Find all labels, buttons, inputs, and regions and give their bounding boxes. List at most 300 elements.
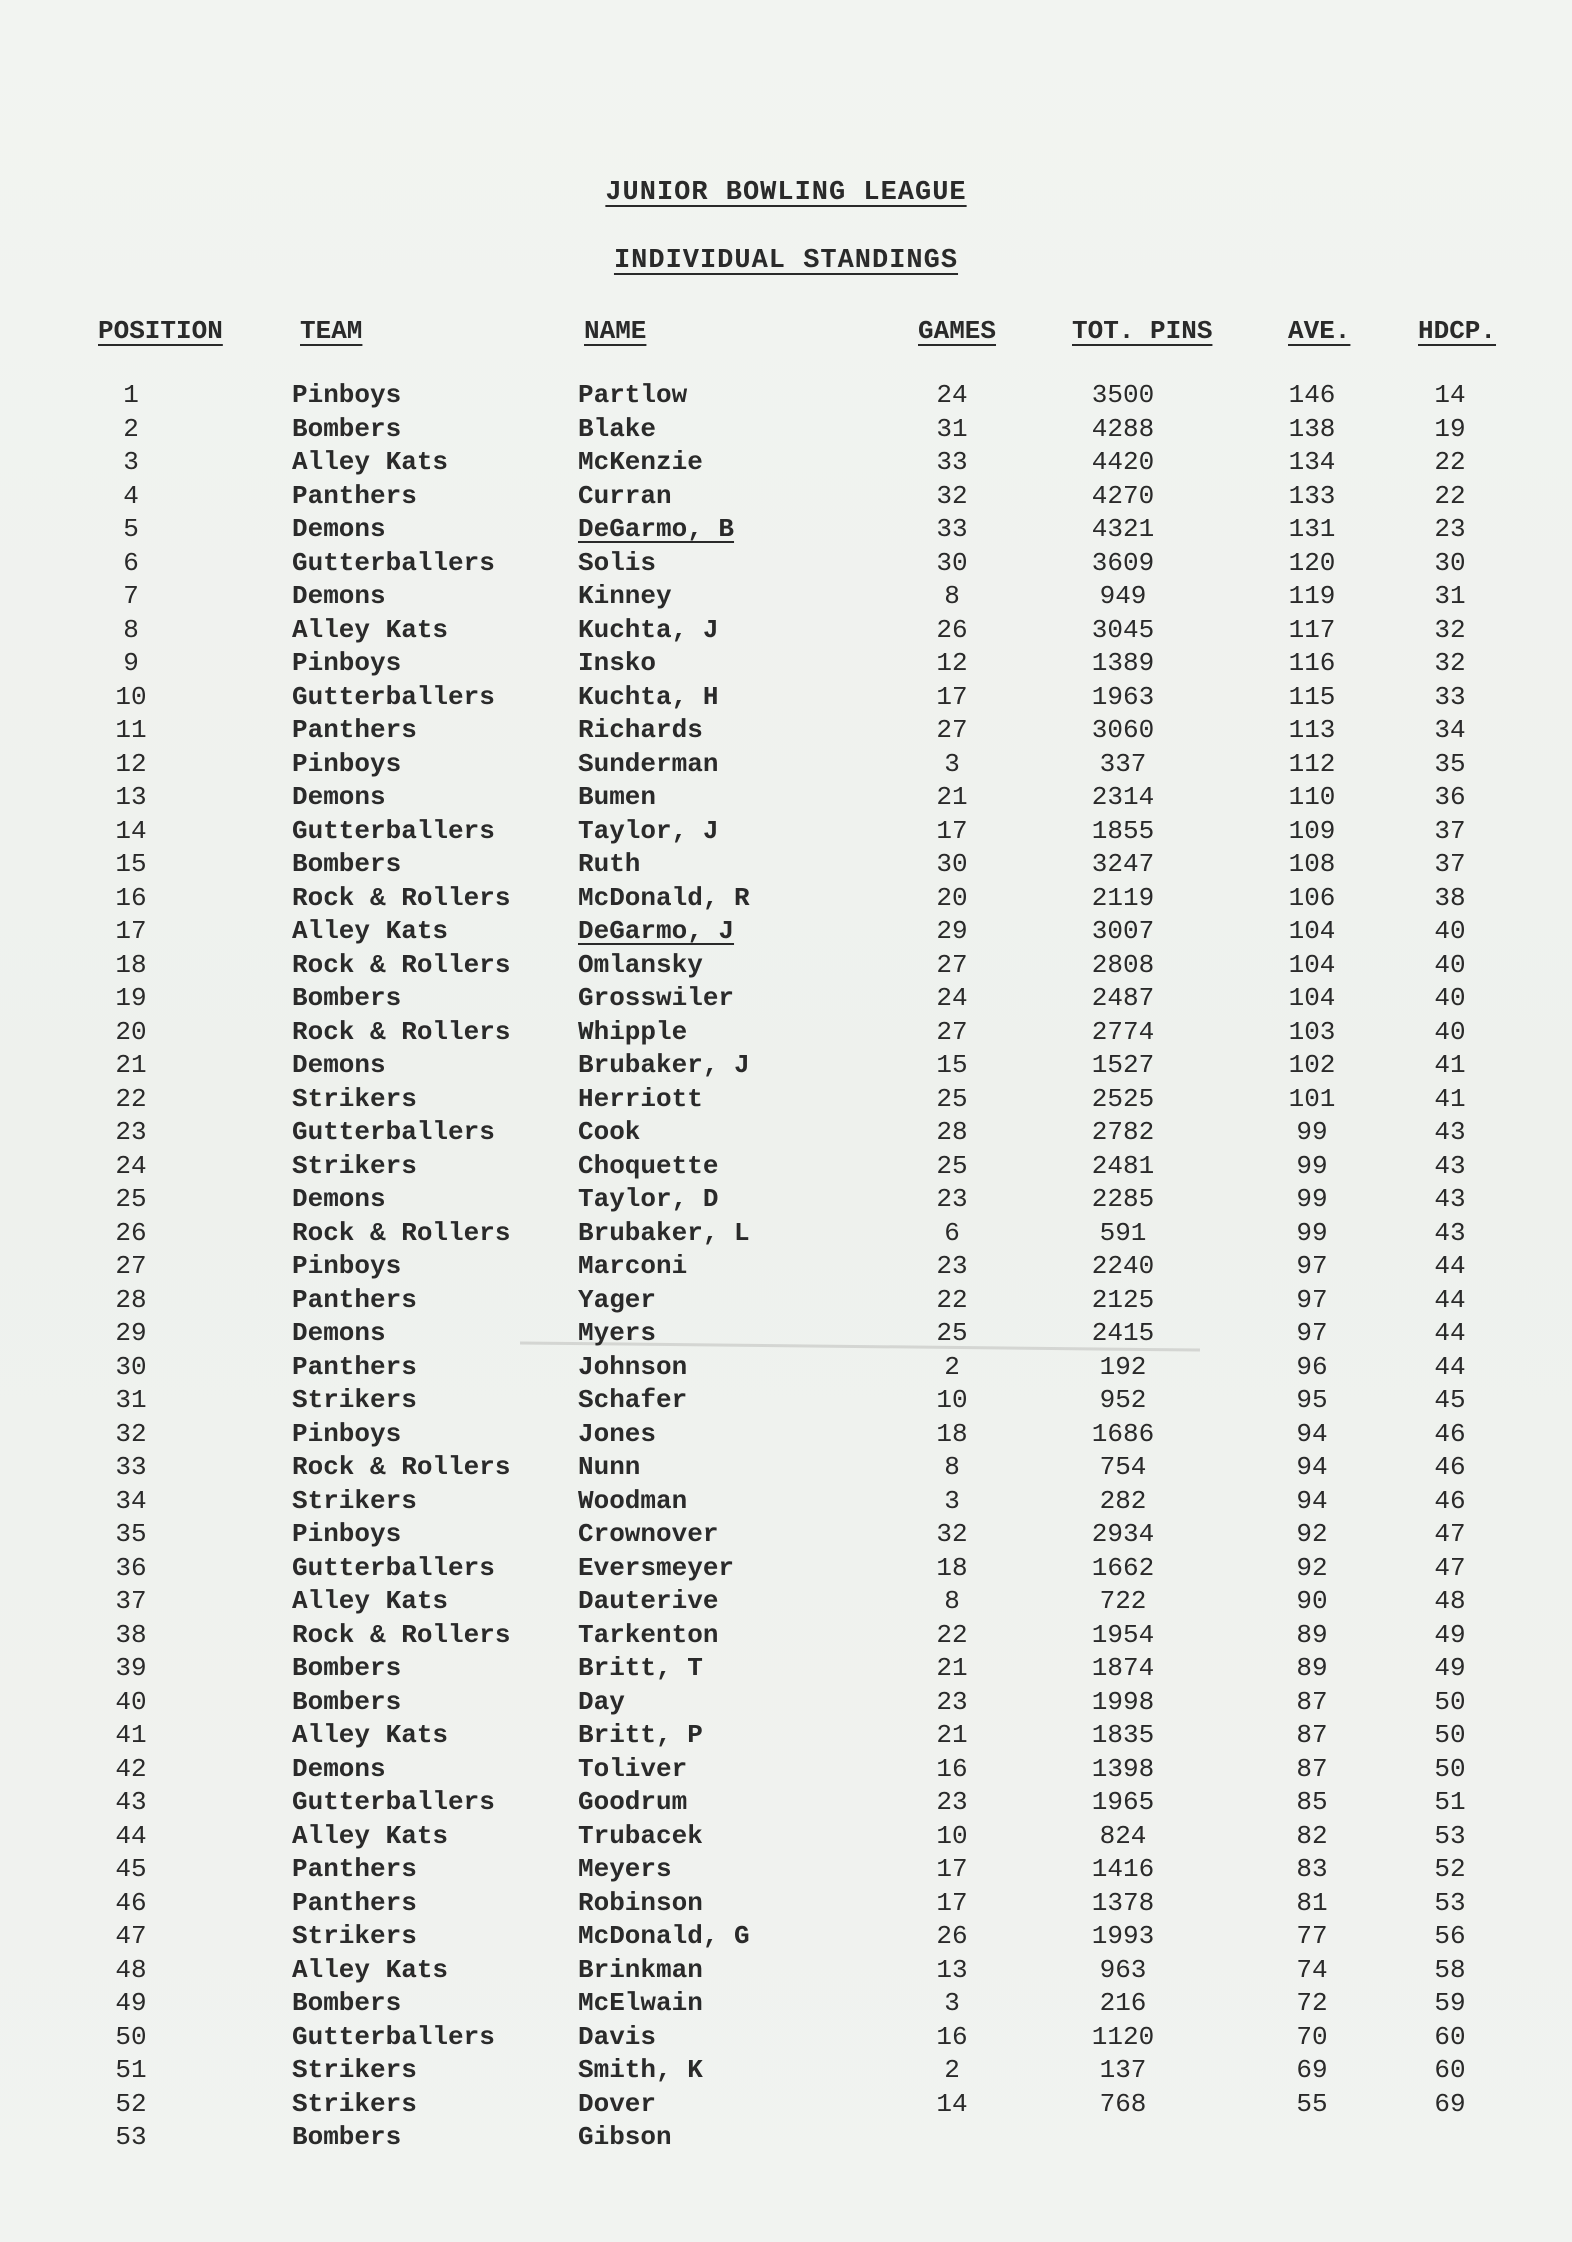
table-row	[0, 1419, 1572, 1453]
position-cell: 52	[115, 2088, 147, 2119]
team-cell: Rock & Rollers	[292, 1217, 511, 1248]
total-pins-cell: 2285	[1091, 1184, 1155, 1214]
games-cell: 12	[936, 648, 968, 678]
games-cell: 6	[944, 1217, 960, 1248]
games-cell: 23	[936, 1787, 968, 1817]
team-cell: Gutterballers	[292, 1117, 495, 1147]
team-cell: Rock & Rollers	[292, 882, 511, 913]
games-cell: 17	[936, 1887, 968, 1918]
position-cell: 50	[115, 2021, 147, 2052]
name-cell: Trubacek	[578, 1820, 703, 1851]
position-cell: 23	[115, 1117, 147, 1147]
handicap-cell: 44	[1434, 1351, 1466, 1382]
table-row	[0, 883, 1572, 917]
position-cell: 13	[115, 782, 147, 812]
games-cell: 26	[936, 614, 968, 645]
average-cell: 90	[1296, 1586, 1328, 1616]
total-pins-cell: 1527	[1091, 1050, 1155, 1080]
name-cell: Kuchta, J	[578, 614, 719, 645]
team-cell: Demons	[292, 1753, 386, 1784]
name-cell: McKenzie	[578, 447, 703, 477]
name-cell: Myers	[578, 1318, 657, 1348]
total-pins-cell: 722	[1099, 1586, 1147, 1616]
table-row	[0, 1184, 1572, 1218]
table-row	[0, 2122, 1572, 2156]
name-cell: Whipple	[578, 1016, 688, 1047]
average-cell: 104	[1288, 983, 1336, 1013]
header-position: POSITION	[98, 316, 223, 346]
games-cell: 22	[936, 1619, 968, 1650]
position-cell: 1	[123, 380, 139, 410]
position-cell: 27	[115, 1251, 147, 1281]
name-cell: Jones	[578, 1418, 657, 1449]
position-cell: 39	[115, 1653, 147, 1683]
team-cell: Gutterballers	[292, 1787, 495, 1817]
handicap-cell: 32	[1434, 614, 1466, 645]
name-cell: Goodrum	[578, 1787, 688, 1817]
handicap-cell: 46	[1434, 1485, 1466, 1516]
games-cell: 16	[936, 1753, 968, 1784]
position-cell: 31	[115, 1385, 147, 1415]
games-cell: 33	[936, 447, 968, 477]
name-cell: Grosswiler	[578, 983, 735, 1013]
position-cell: 45	[115, 1854, 147, 1884]
name-cell: McDonald, G	[578, 1921, 750, 1951]
average-cell: 94	[1296, 1452, 1328, 1482]
average-cell: 74	[1296, 1954, 1328, 1985]
games-cell: 17	[936, 815, 968, 846]
total-pins-cell: 282	[1099, 1485, 1147, 1516]
average-cell: 99	[1296, 1217, 1328, 1248]
average-cell: 81	[1296, 1887, 1328, 1918]
position-cell: 49	[115, 1988, 147, 2018]
position-cell: 15	[115, 849, 147, 879]
handicap-cell: 43	[1434, 1150, 1466, 1181]
team-cell: Bombers	[292, 1988, 402, 2018]
games-cell: 10	[936, 1385, 968, 1415]
average-cell: 106	[1288, 882, 1336, 913]
average-cell: 138	[1288, 413, 1336, 444]
name-cell: Omlansky	[578, 949, 703, 980]
games-cell: 8	[944, 1586, 960, 1616]
name-cell: Dauterive	[578, 1586, 719, 1616]
team-cell: Rock & Rollers	[292, 1016, 511, 1047]
handicap-cell: 40	[1434, 1016, 1466, 1047]
position-cell: 21	[115, 1050, 147, 1080]
total-pins-cell: 3500	[1091, 380, 1155, 410]
total-pins-cell: 2481	[1091, 1150, 1155, 1181]
average-cell: 99	[1296, 1184, 1328, 1214]
position-cell: 9	[123, 648, 139, 678]
name-cell: Smith, K	[578, 2055, 703, 2085]
team-cell: Panthers	[292, 1854, 417, 1884]
table-row	[0, 1251, 1572, 1285]
total-pins-cell: 2125	[1091, 1284, 1155, 1315]
handicap-cell: 32	[1434, 648, 1466, 678]
table-row	[0, 1218, 1572, 1252]
games-cell: 24	[936, 380, 968, 410]
total-pins-cell: 2314	[1091, 782, 1155, 812]
table-row	[0, 849, 1572, 883]
team-cell: Strikers	[292, 1385, 417, 1415]
handicap-cell: 56	[1434, 1921, 1466, 1951]
position-cell: 38	[115, 1619, 147, 1650]
position-cell: 35	[115, 1519, 147, 1549]
table-row	[0, 1017, 1572, 1051]
handicap-cell: 50	[1434, 1686, 1466, 1717]
team-cell: Strikers	[292, 1150, 417, 1181]
table-row	[0, 1285, 1572, 1319]
total-pins-cell: 591	[1099, 1217, 1147, 1248]
average-cell: 89	[1296, 1619, 1328, 1650]
average-cell: 97	[1296, 1284, 1328, 1315]
average-cell: 116	[1288, 648, 1336, 678]
name-cell: Cook	[578, 1117, 641, 1147]
name-cell: Britt, P	[578, 1720, 703, 1750]
table-row	[0, 648, 1572, 682]
games-cell: 3	[944, 748, 960, 779]
average-cell: 97	[1296, 1318, 1328, 1348]
average-cell: 77	[1296, 1921, 1328, 1951]
handicap-cell: 50	[1434, 1720, 1466, 1750]
handicap-cell: 46	[1434, 1418, 1466, 1449]
table-row	[0, 916, 1572, 950]
team-cell: Bombers	[292, 2122, 402, 2152]
position-cell: 25	[115, 1184, 147, 1214]
handicap-cell: 59	[1434, 1988, 1466, 2018]
games-cell: 20	[936, 882, 968, 913]
games-cell: 3	[944, 1485, 960, 1516]
total-pins-cell: 1835	[1091, 1720, 1155, 1750]
total-pins-cell: 1954	[1091, 1619, 1155, 1650]
team-cell: Panthers	[292, 480, 417, 511]
position-cell: 18	[115, 949, 147, 980]
handicap-cell: 31	[1434, 581, 1466, 611]
name-cell: Richards	[578, 715, 703, 745]
table-row	[0, 1385, 1572, 1419]
handicap-cell: 49	[1434, 1653, 1466, 1683]
games-cell: 23	[936, 1686, 968, 1717]
handicap-cell: 47	[1434, 1519, 1466, 1549]
table-row	[0, 1754, 1572, 1788]
average-cell: 83	[1296, 1854, 1328, 1884]
league-title	[0, 178, 1572, 208]
games-cell: 17	[936, 1854, 968, 1884]
table-row	[0, 548, 1572, 582]
team-cell: Rock & Rollers	[292, 1619, 511, 1650]
team-cell: Gutterballers	[292, 681, 495, 712]
total-pins-cell: 754	[1099, 1452, 1147, 1482]
table-row	[0, 1821, 1572, 1855]
handicap-cell: 43	[1434, 1184, 1466, 1214]
table-row	[0, 2022, 1572, 2056]
team-cell: Bombers	[292, 983, 402, 1013]
team-cell: Alley Kats	[292, 1720, 449, 1750]
total-pins-cell: 216	[1099, 1988, 1147, 2018]
total-pins-cell: 768	[1099, 2088, 1147, 2119]
games-cell: 3	[944, 1988, 960, 2018]
average-cell: 131	[1288, 514, 1336, 544]
team-cell: Alley Kats	[292, 916, 449, 946]
table-row	[0, 1084, 1572, 1118]
position-cell: 46	[115, 1887, 147, 1918]
table-row	[0, 1888, 1572, 1922]
standings-table	[0, 380, 1572, 2156]
position-cell: 53	[115, 2122, 147, 2152]
handicap-cell: 50	[1434, 1753, 1466, 1784]
games-cell: 15	[936, 1050, 968, 1080]
average-cell: 85	[1296, 1787, 1328, 1817]
table-row	[0, 715, 1572, 749]
games-cell: 8	[944, 1452, 960, 1482]
name-cell: Bumen	[578, 782, 657, 812]
team-cell: Pinboys	[292, 380, 402, 410]
handicap-cell: 36	[1434, 782, 1466, 812]
handicap-cell: 45	[1434, 1385, 1466, 1415]
games-cell: 24	[936, 983, 968, 1013]
table-row	[0, 481, 1572, 515]
table-row	[0, 1955, 1572, 1989]
handicap-cell: 47	[1434, 1552, 1466, 1583]
position-cell: 12	[115, 748, 147, 779]
total-pins-cell: 137	[1099, 2055, 1147, 2085]
team-cell: Rock & Rollers	[292, 1452, 511, 1482]
header-name: NAME	[584, 316, 647, 346]
average-cell: 110	[1288, 782, 1336, 812]
handicap-cell: 37	[1434, 849, 1466, 879]
team-cell: Demons	[292, 514, 386, 544]
position-cell: 10	[115, 681, 147, 712]
handicap-cell: 40	[1434, 983, 1466, 1013]
games-cell: 2	[944, 2055, 960, 2085]
table-row	[0, 1318, 1572, 1352]
handicap-cell: 35	[1434, 748, 1466, 779]
average-cell: 70	[1296, 2021, 1328, 2052]
handicap-cell: 22	[1434, 447, 1466, 477]
games-cell: 27	[936, 715, 968, 745]
team-cell: Pinboys	[292, 1418, 402, 1449]
average-cell: 102	[1288, 1050, 1336, 1080]
table-row	[0, 1117, 1572, 1151]
games-cell: 30	[936, 547, 968, 578]
average-cell: 115	[1288, 681, 1336, 712]
team-cell: Strikers	[292, 2088, 417, 2119]
position-cell: 51	[115, 2055, 147, 2085]
name-cell: Dover	[578, 2088, 657, 2119]
average-cell: 92	[1296, 1519, 1328, 1549]
name-cell: DeGarmo, J	[578, 916, 735, 946]
total-pins-cell: 1963	[1091, 681, 1155, 712]
games-cell: 28	[936, 1117, 968, 1147]
games-cell: 17	[936, 681, 968, 712]
average-cell: 104	[1288, 949, 1336, 980]
header-team: TEAM	[300, 316, 363, 346]
total-pins-cell: 4270	[1091, 480, 1155, 511]
name-cell: Kuchta, H	[578, 681, 719, 712]
team-cell: Panthers	[292, 1351, 417, 1382]
table-row	[0, 1452, 1572, 1486]
total-pins-cell: 949	[1099, 581, 1147, 611]
name-cell: Nunn	[578, 1452, 641, 1482]
games-cell: 14	[936, 2088, 968, 2119]
total-pins-cell: 192	[1099, 1351, 1147, 1382]
table-row	[0, 1787, 1572, 1821]
table-row	[0, 615, 1572, 649]
games-cell: 21	[936, 1720, 968, 1750]
games-cell: 30	[936, 849, 968, 879]
total-pins-cell: 2782	[1091, 1117, 1155, 1147]
average-cell: 87	[1296, 1753, 1328, 1784]
average-cell: 109	[1288, 815, 1336, 846]
position-cell: 32	[115, 1418, 147, 1449]
name-cell: Woodman	[578, 1485, 688, 1516]
name-cell: Brubaker, L	[578, 1217, 750, 1248]
average-cell: 72	[1296, 1988, 1328, 2018]
team-cell: Gutterballers	[292, 547, 495, 578]
handicap-cell: 40	[1434, 949, 1466, 980]
average-cell: 55	[1296, 2088, 1328, 2119]
total-pins-cell: 952	[1099, 1385, 1147, 1415]
position-cell: 11	[115, 715, 147, 745]
name-cell: Toliver	[578, 1753, 688, 1784]
position-cell: 14	[115, 815, 147, 846]
position-cell: 19	[115, 983, 147, 1013]
team-cell: Alley Kats	[292, 1586, 449, 1616]
total-pins-cell: 337	[1099, 748, 1147, 779]
average-cell: 87	[1296, 1720, 1328, 1750]
games-cell: 25	[936, 1150, 968, 1181]
handicap-cell: 48	[1434, 1586, 1466, 1616]
name-cell: Meyers	[578, 1854, 672, 1884]
position-cell: 37	[115, 1586, 147, 1616]
position-cell: 40	[115, 1686, 147, 1717]
name-cell: Blake	[578, 413, 657, 444]
table-row	[0, 1151, 1572, 1185]
handicap-cell: 38	[1434, 882, 1466, 913]
average-cell: 96	[1296, 1351, 1328, 1382]
header-average: AVE.	[1288, 316, 1351, 346]
average-cell: 95	[1296, 1385, 1328, 1415]
games-cell: 2	[944, 1351, 960, 1382]
total-pins-cell: 4288	[1091, 413, 1155, 444]
team-cell: Strikers	[292, 1083, 417, 1114]
table-row	[0, 380, 1572, 414]
handicap-cell: 44	[1434, 1318, 1466, 1348]
handicap-cell: 41	[1434, 1050, 1466, 1080]
games-cell: 10	[936, 1820, 968, 1851]
total-pins-cell: 2487	[1091, 983, 1155, 1013]
handicap-cell: 46	[1434, 1452, 1466, 1482]
handicap-cell: 51	[1434, 1787, 1466, 1817]
name-cell: McElwain	[578, 1988, 703, 2018]
table-row	[0, 2089, 1572, 2123]
handicap-cell: 41	[1434, 1083, 1466, 1114]
table-row	[0, 1486, 1572, 1520]
team-cell: Strikers	[292, 2055, 417, 2085]
average-cell: 69	[1296, 2055, 1328, 2085]
position-cell: 26	[115, 1217, 147, 1248]
average-cell: 82	[1296, 1820, 1328, 1851]
table-row	[0, 1653, 1572, 1687]
position-cell: 43	[115, 1787, 147, 1817]
name-cell: Schafer	[578, 1385, 688, 1415]
games-cell: 21	[936, 782, 968, 812]
total-pins-cell: 4321	[1091, 514, 1155, 544]
position-cell: 16	[115, 882, 147, 913]
handicap-cell: 69	[1434, 2088, 1466, 2119]
position-cell: 7	[123, 581, 139, 611]
handicap-cell: 49	[1434, 1619, 1466, 1650]
games-cell: 22	[936, 1284, 968, 1315]
handicap-cell: 33	[1434, 681, 1466, 712]
name-cell: Eversmeyer	[578, 1552, 735, 1583]
games-cell: 8	[944, 581, 960, 611]
name-cell: Insko	[578, 648, 657, 678]
total-pins-cell: 2119	[1091, 882, 1155, 913]
table-row	[0, 983, 1572, 1017]
position-cell: 42	[115, 1753, 147, 1784]
position-cell: 8	[123, 614, 139, 645]
games-cell: 32	[936, 480, 968, 511]
team-cell: Gutterballers	[292, 1552, 495, 1583]
handicap-cell: 37	[1434, 815, 1466, 846]
table-row	[0, 514, 1572, 548]
table-row	[0, 1519, 1572, 1553]
average-cell: 94	[1296, 1485, 1328, 1516]
total-pins-cell: 1398	[1091, 1753, 1155, 1784]
handicap-cell: 23	[1434, 514, 1466, 544]
average-cell: 92	[1296, 1552, 1328, 1583]
name-cell: Taylor, D	[578, 1184, 719, 1214]
table-row	[0, 1586, 1572, 1620]
name-cell: Robinson	[578, 1887, 703, 1918]
team-cell: Pinboys	[292, 648, 402, 678]
total-pins-cell: 2525	[1091, 1083, 1155, 1114]
average-cell: 104	[1288, 916, 1336, 946]
games-cell: 29	[936, 916, 968, 946]
table-row	[0, 2055, 1572, 2089]
handicap-cell: 40	[1434, 916, 1466, 946]
position-cell: 22	[115, 1083, 147, 1114]
position-cell: 29	[115, 1318, 147, 1348]
team-cell: Panthers	[292, 715, 417, 745]
name-cell: Tarkenton	[578, 1619, 719, 1650]
name-cell: Partlow	[578, 380, 688, 410]
average-cell: 108	[1288, 849, 1336, 879]
header-games: GAMES	[918, 316, 997, 346]
average-cell: 89	[1296, 1653, 1328, 1683]
games-cell: 21	[936, 1653, 968, 1683]
position-cell: 5	[123, 514, 139, 544]
total-pins-cell: 2240	[1091, 1251, 1155, 1281]
average-cell: 101	[1288, 1083, 1336, 1114]
team-cell: Strikers	[292, 1485, 417, 1516]
team-cell: Panthers	[292, 1284, 417, 1315]
team-cell: Bombers	[292, 413, 402, 444]
table-row	[0, 1988, 1572, 2022]
games-cell: 25	[936, 1083, 968, 1114]
team-cell: Rock & Rollers	[292, 949, 511, 980]
average-cell: 117	[1288, 614, 1336, 645]
games-cell: 23	[936, 1251, 968, 1281]
team-cell: Gutterballers	[292, 815, 495, 846]
team-cell: Panthers	[292, 1887, 417, 1918]
table-row	[0, 581, 1572, 615]
games-cell: 25	[936, 1318, 968, 1348]
average-cell: 97	[1296, 1251, 1328, 1281]
table-row	[0, 1553, 1572, 1587]
table-row	[0, 1921, 1572, 1955]
